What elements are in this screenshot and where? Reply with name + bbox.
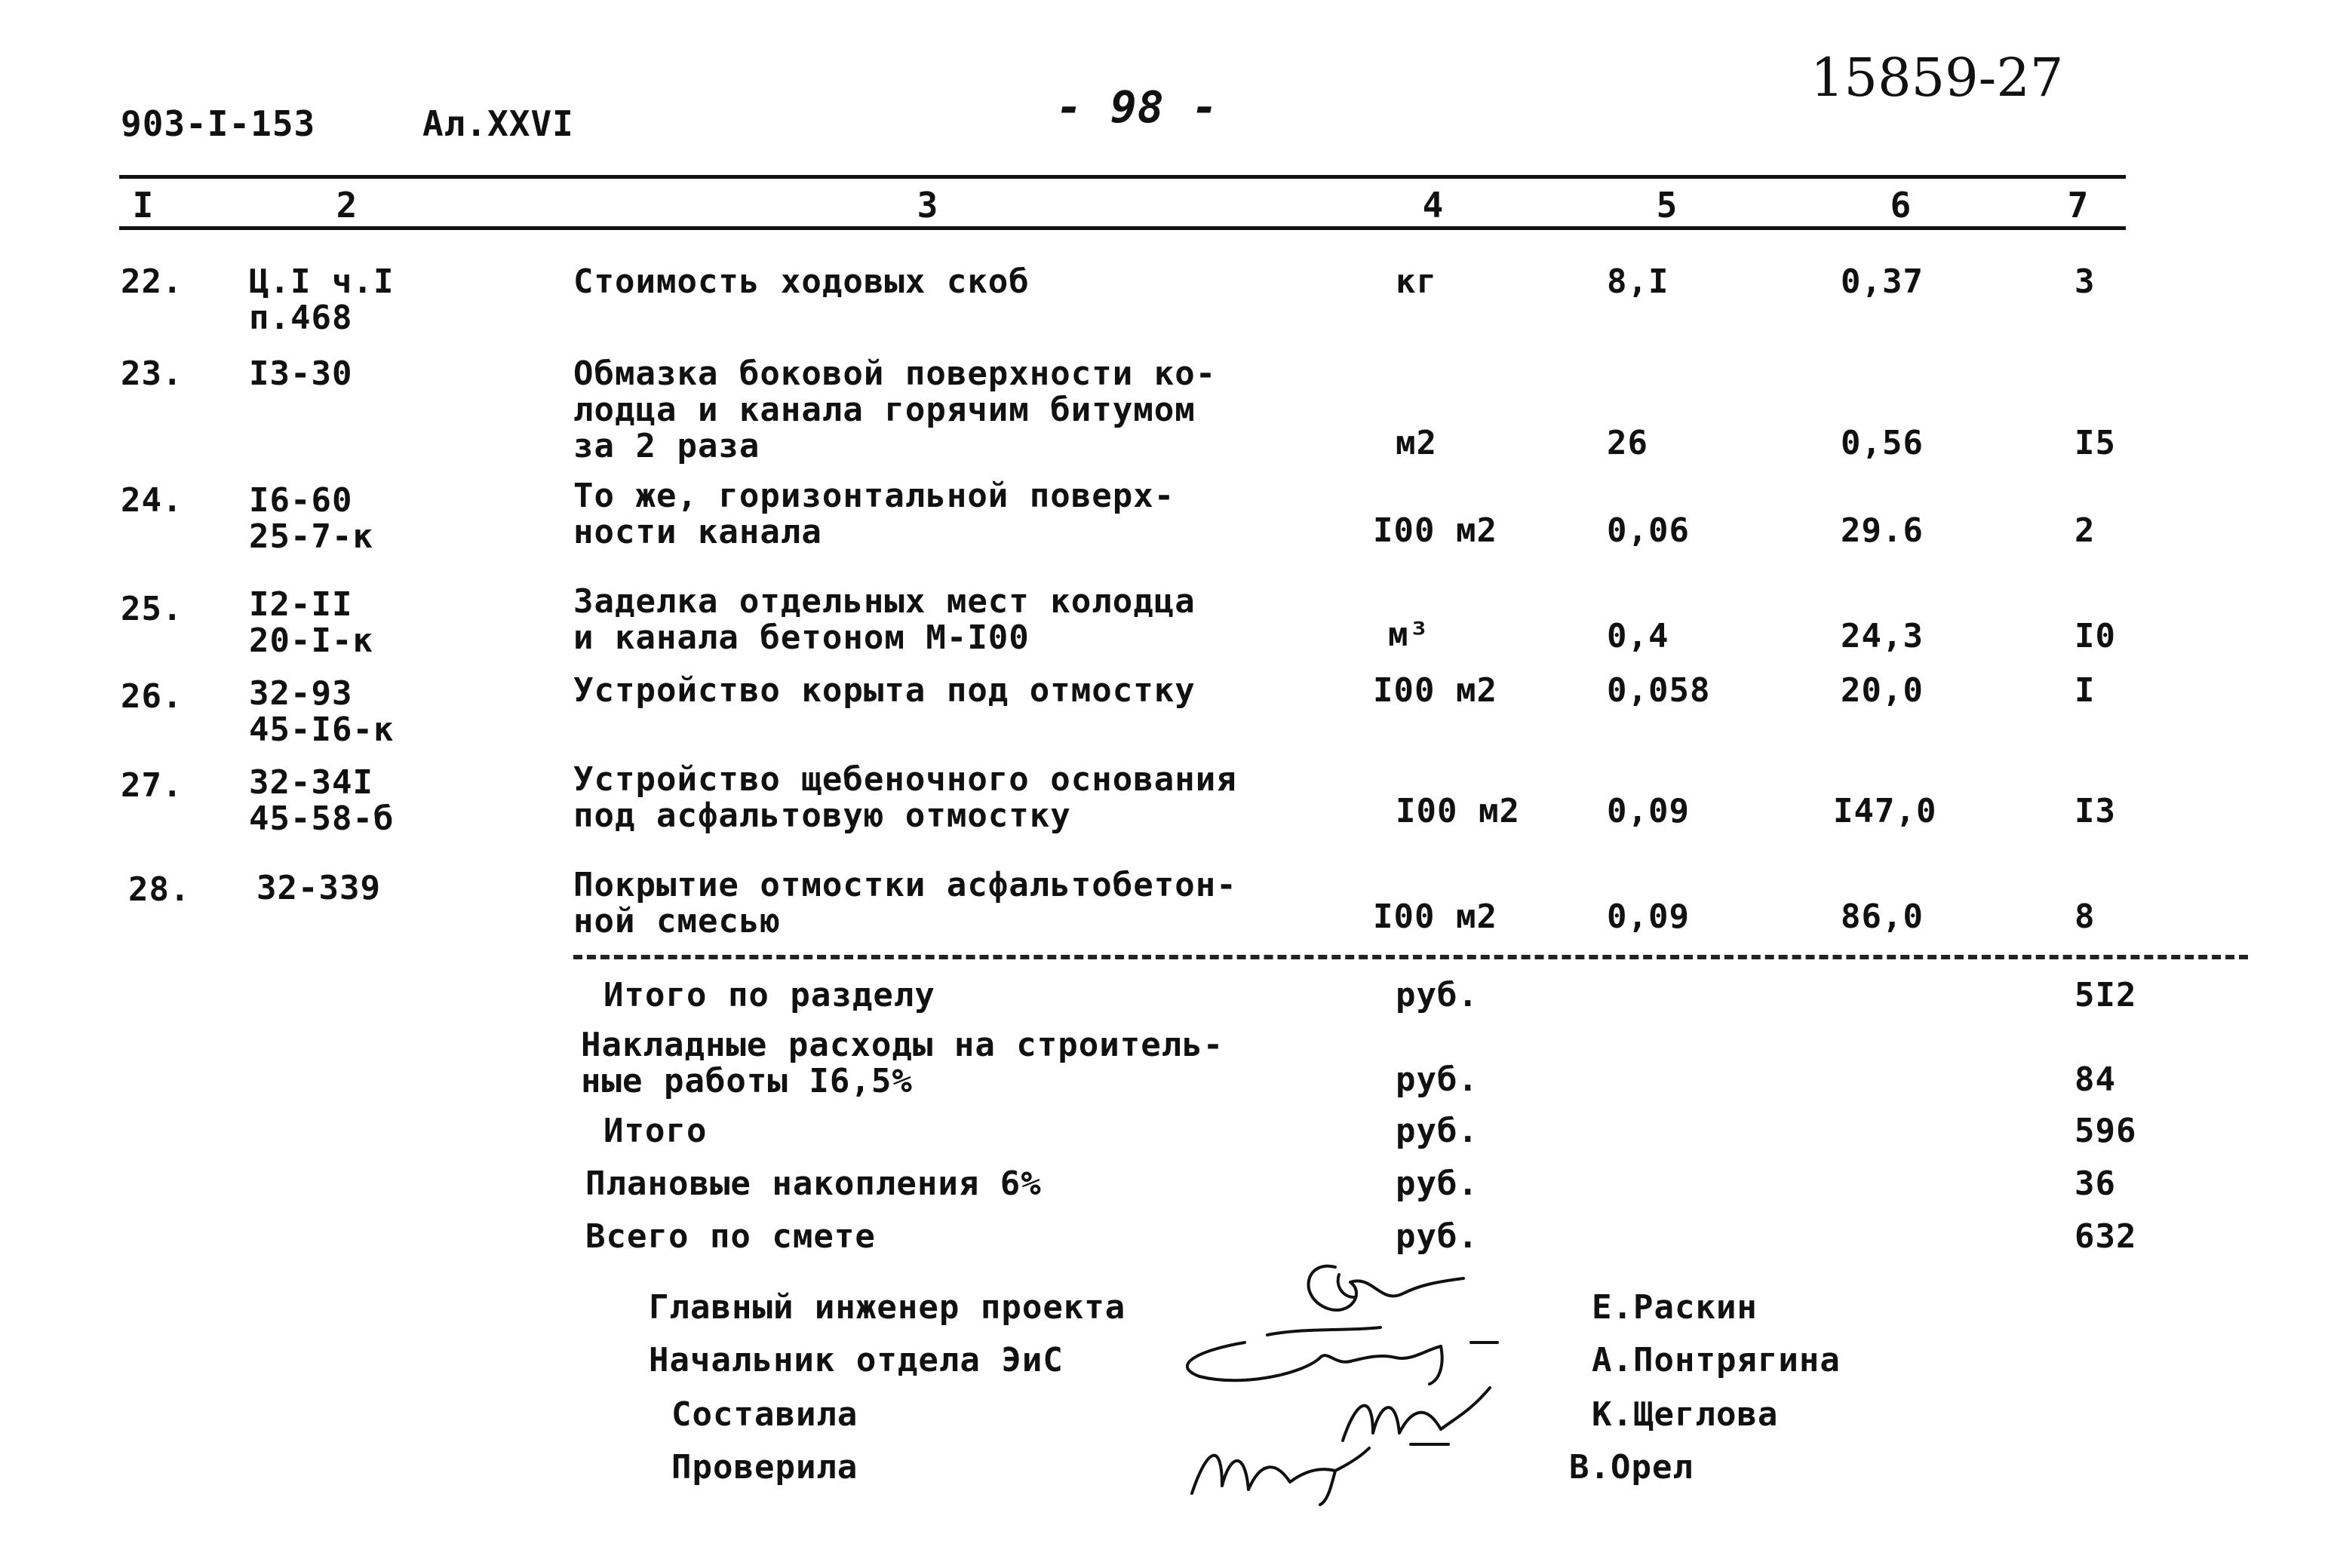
row-number: 24.: [121, 481, 183, 520]
unit-price: 24,3: [1841, 617, 1924, 655]
work-description: Обмазка боковой поверхности ко- лодцa и канала горячим битумом за 2 раза: [573, 354, 1217, 465]
signature-name: А.Понтрягина: [1592, 1341, 1841, 1379]
quantity: 26: [1607, 424, 1648, 462]
unit-price: 0,56: [1841, 424, 1924, 462]
summary-label: Итого по разделу: [603, 976, 935, 1014]
col-header-2: 2: [336, 185, 358, 226]
unit: I00 м2: [1373, 898, 1497, 936]
row-number: 25.: [121, 590, 183, 628]
summary-unit: руб.: [1396, 1164, 1479, 1203]
row-number: 22.: [121, 262, 183, 301]
header-top-rule: [119, 175, 2126, 179]
quantity: 0,4: [1607, 617, 1669, 655]
signature-role: Начальник отдела ЭиС: [649, 1341, 1064, 1379]
total-cost: I0: [2074, 617, 2116, 655]
album-number: Ал.XXVI: [422, 103, 574, 144]
summary-label: Всего по смете: [585, 1217, 876, 1256]
total-cost: 2: [2074, 511, 2096, 550]
unit: I00 м2: [1396, 792, 1520, 830]
unit-price: 0,37: [1841, 262, 1924, 301]
unit: м2: [1396, 424, 1437, 462]
document-code: 903-I-153: [121, 103, 316, 144]
summary-total: 632: [2074, 1217, 2137, 1256]
handwritten-archive-number: 15859-27: [1810, 47, 2064, 109]
col-header-7: 7: [2067, 185, 2090, 226]
rate-code: Ц.I ч.I п.468: [249, 262, 395, 337]
unit-price: I47,0: [1833, 792, 1937, 830]
summary-total: 84: [2074, 1060, 2116, 1099]
quantity: 0,09: [1607, 898, 1690, 936]
total-cost: I5: [2074, 424, 2116, 462]
page-number: - 98 -: [1056, 81, 1219, 133]
signature-name: В.Орел: [1569, 1448, 1694, 1487]
signature-name: К.Щеглова: [1592, 1395, 1779, 1434]
work-description: Устройство щебеночного основания под асфальтовую отмостку: [573, 760, 1237, 835]
unit: I00 м2: [1373, 671, 1497, 710]
signature-role: Составила: [671, 1395, 858, 1434]
summary-label: Итого: [603, 1112, 708, 1150]
summary-total: 5I2: [2074, 976, 2137, 1014]
summary-unit: руб.: [1396, 1112, 1479, 1150]
unit: кг: [1396, 262, 1437, 301]
rate-code: I3-30: [249, 354, 353, 393]
quantity: 0,06: [1607, 511, 1690, 550]
signature-name: Е.Раскин: [1592, 1288, 1758, 1327]
quantity: 0,058: [1607, 671, 1711, 710]
work-description: Устройство корыта под отмостку: [573, 671, 1196, 710]
col-header-1: I: [132, 185, 155, 226]
unit-price: 86,0: [1841, 898, 1924, 936]
work-description: Покрытие отмостки асфальтобетон- ной смесью: [573, 866, 1237, 940]
work-description: То же, горизонтальной поверх- ности канала: [573, 477, 1175, 551]
rate-code: I6-60 25-7-к: [249, 481, 373, 556]
col-header-6: 6: [1890, 185, 1912, 226]
rate-code: 32-34I 45-58-б: [249, 763, 395, 838]
summary-unit: руб.: [1396, 976, 1479, 1014]
unit-price: 29.6: [1841, 511, 1924, 550]
summary-total: 36: [2074, 1164, 2116, 1203]
rate-code: 32-339: [256, 869, 381, 907]
col-header-5: 5: [1656, 185, 1678, 226]
total-cost: I3: [2074, 792, 2116, 830]
summary-unit: руб.: [1396, 1217, 1479, 1256]
row-number: 27.: [121, 766, 183, 805]
quantity: 0,09: [1607, 792, 1690, 830]
summary-label: Накладные расходы на строитель- ные работы I6,5%: [581, 1026, 1224, 1100]
summary-unit: руб.: [1396, 1060, 1479, 1099]
total-cost: I: [2074, 671, 2096, 710]
signature-role: Главный инженер проекта: [649, 1288, 1126, 1327]
rate-code: I2-II 20-I-к: [249, 585, 373, 660]
row-number: 23.: [121, 354, 183, 393]
rate-code: 32-93 45-I6-к: [249, 674, 395, 749]
row-number: 28.: [128, 870, 191, 909]
quantity: 8,I: [1607, 262, 1669, 301]
row-number: 26.: [121, 677, 183, 716]
summary-label: Плановые накопления 6%: [585, 1164, 1042, 1203]
work-description: Стоимость ходовых скоб: [573, 262, 1030, 301]
unit-price: 20,0: [1841, 671, 1924, 710]
total-cost: 3: [2074, 262, 2096, 301]
col-header-4: 4: [1422, 185, 1445, 226]
summary-total: 596: [2074, 1112, 2137, 1150]
header-bottom-rule: [119, 226, 2126, 230]
handwritten-signature-4: [1184, 1418, 1380, 1508]
total-cost: 8: [2074, 898, 2096, 936]
work-description: Заделка отдельных мест колодца и канала бетоном М-I00: [573, 582, 1196, 657]
unit: I00 м2: [1373, 511, 1497, 550]
unit: м³: [1388, 615, 1430, 654]
signature-role: Проверила: [671, 1448, 858, 1487]
summary-separator: [573, 955, 2248, 959]
col-header-3: 3: [917, 185, 939, 226]
